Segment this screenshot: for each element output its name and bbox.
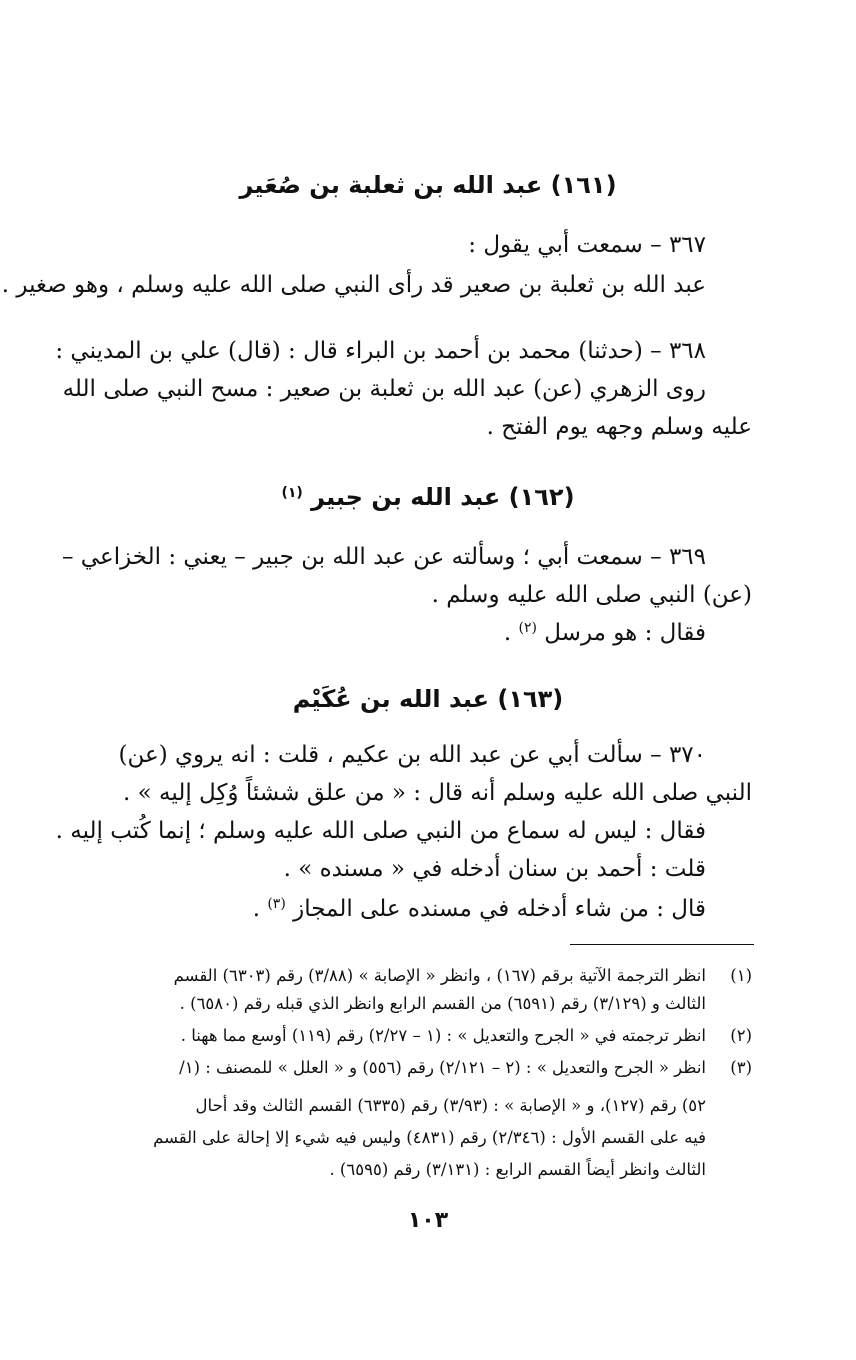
paragraph-line: (عن) النبي صلى الله عليه وسلم . (431, 582, 752, 608)
paragraph-line: ٣٧٠ – سألت أبي عن عبد الله بن عكيم ، قلت : انه يروي (عن) (118, 742, 706, 768)
footnote-marker: (٢) (730, 1026, 752, 1045)
footnote-line: انظر « الجرح والتعديل » : (٢ – ٢/١٢١) رقم (٥٥٦) و « العلل » للمصنف : (١/ (179, 1058, 706, 1077)
footnote-separator (570, 944, 754, 945)
paragraph-line: ٣٦٨ – (حدثنا) محمد بن أحمد بن البراء قال : (قال) علي بن المديني : (55, 338, 706, 364)
entry-heading (0, 480, 856, 518)
paragraph-line: روى الزهري (عن) عبد الله بن ثعلبة بن صعير : مسح النبي صلى الله (62, 376, 706, 402)
footnote-line: انظر ترجمته في « الجرح والتعديل » : (١ – ٢/٢٧) رقم (١١٩) أوسع مما ههنا . (180, 1026, 706, 1045)
footnote-line: الثالث وانظر أيضاً القسم الرابع : (٣/١٣١) رقم (٦٥٩٥) . (329, 1160, 706, 1179)
paragraph-line: النبي صلى الله عليه وسلم أنه قال : « من علق ششئاً وُكِل إليه » . (123, 780, 752, 806)
footnote-marker: (١) (281, 485, 303, 501)
line-end: . (503, 620, 512, 646)
entry-heading: (١٦٣) عبد الله بن عُكَيْم (292, 685, 564, 713)
footnote-line: ٥٢) رقم (١٢٧)، و « الإصابة » : (٣/٩٣) رقم (٦٣٣٥) القسم الثالث وقد أحال (195, 1096, 706, 1115)
paragraph-line: عبد الله بن ثعلبة بن صعير قد رأى النبي صلى الله عليه وسلم ، وهو صغير . (1, 272, 706, 298)
paragraph-line: ٣٦٩ – سمعت أبي ؛ وسألته عن عبد الله بن جبير – يعني : الخزاعي – (61, 544, 706, 570)
footnote-marker: (١) (730, 966, 752, 985)
entry-heading: (١٦١) عبد الله بن ثعلبة بن صُعَير (239, 171, 617, 199)
paragraph-line: فقال : ليس له سماع من النبي صلى الله عليه وسلم ؛ إنما كُتب إليه . (55, 818, 706, 844)
paragraph-line: ٣٦٧ – سمعت أبي يقول : (468, 232, 706, 258)
footnote-marker: (٣) (730, 1058, 752, 1077)
page-number: ١٠٣ (407, 1208, 449, 1233)
line-end: . (252, 896, 260, 922)
footnote-line: فيه على القسم الأول : (٢/٣٤٦) رقم (٤٨٣١) وليس فيه شيء إلا إحالة على القسم (153, 1128, 706, 1147)
paragraph-line: عليه وسلم وجهه يوم الفتح . (486, 414, 752, 440)
footnote-marker: (٢) (518, 620, 537, 636)
footnote-line: الثالث و (٣/١٢٩) رقم (٦٥٩١) من القسم الرابع وانظر الذي قبله رقم (٦٥٨٠) . (179, 994, 706, 1013)
line-text: قال : من شاء أدخله في مسنده على المجاز (293, 896, 706, 922)
paragraph-line (504, 616, 706, 653)
footnote-line: انظر الترجمة الآتية برقم (١٦٧) ، وانظر « الإصابة » (٣/٨٨) رقم (٦٣٠٣) القسم (173, 966, 706, 985)
heading-text: (١٦٢) عبد الله بن جبير (311, 483, 575, 511)
paragraph-line (253, 892, 706, 929)
paragraph-line: قلت : أحمد بن سنان أدخله في « مسنده » . (283, 856, 706, 882)
line-text: فقال : هو مرسل (544, 620, 706, 646)
footnote-marker: (٣) (267, 896, 286, 912)
